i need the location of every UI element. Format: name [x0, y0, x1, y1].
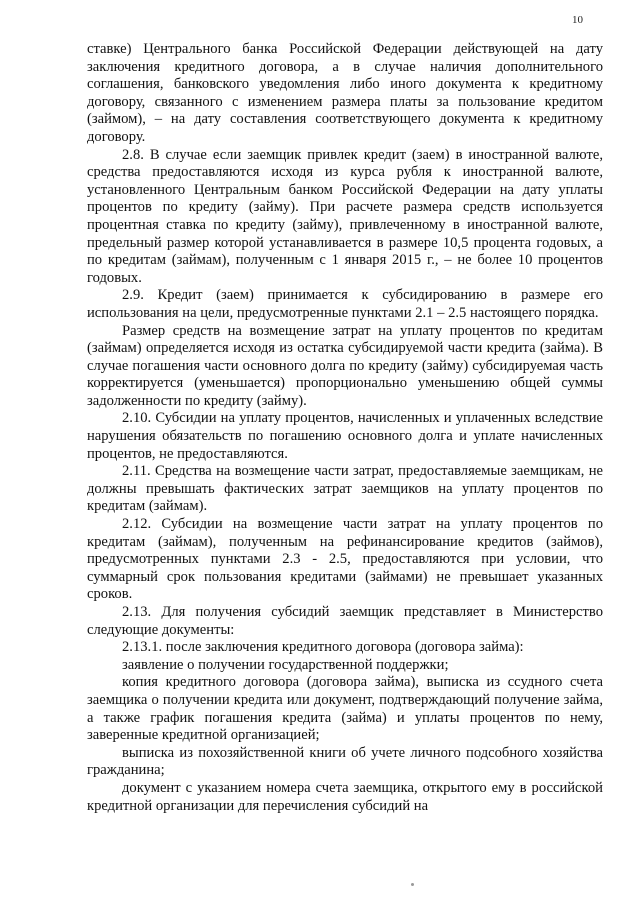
list-item-application: заявление о получении государственной поддержки;	[122, 656, 449, 673]
paragraph-2-11: 2.11. Средства на возмещение части затрат, предоставляемые заемщикам, не должны превышать фактических затрат заемщиков на уплату процентов по кредитам (займам).	[87, 463, 603, 515]
paragraph-2-9-amount: Размер средств на возмещение затрат на уплату процентов по кредитам (займам) определяется исходя из остатка субсидируемой части кредита (займа). В случае погашения части основного долга по кредиту (займу) субсидируемая часть корректируется (уменьшается) пропорционально уменьшению общей суммы задолженности по кредиту (займу).	[87, 322, 603, 409]
paragraph-2-9: 2.9. Кредит (заем) принимается к субсидированию в размере его использования на цели, предусмотренные пунктами 2.1 – 2.5 настоящего порядка.	[87, 287, 603, 321]
paragraph-2-10: 2.10. Субсидии на уплату процентов, начисленных и уплаченных вследствие нарушения обязательств по погашению основного долга и уплате начисленных процентов, не предоставляются.	[87, 410, 603, 462]
scan-speck	[411, 883, 414, 886]
paragraph-2-13-1: 2.13.1. после заключения кредитного договора (договора займа):	[122, 639, 524, 656]
paragraph-continuation: ставке) Центрального банка Российской Федерации действующей на дату заключения кредитного договора, а в случае наличия дополнительного соглашения, банковского уведомления либо иного документа к кредитному договору, связанного с изменением размера платы за пользование кредитом (займом), – на дату составления соответствующего документа к кредитному договору.	[87, 41, 603, 145]
document-body	[87, 41, 603, 815]
paragraph-2-12: 2.12. Субсидии на возмещение части затрат на уплату процентов по кредитам (займам), полученным на рефинансирование кредитов (займов), предусмотренных пунктами 2.3 - 2.5, предоставляются при условии, что суммарный срок пользования кредитами (займами) не превышает указанных сроков.	[87, 516, 603, 603]
list-item-credit-agreement-copy: копия кредитного договора (договора займа), выписка из ссудного счета заемщика о получении кредита или документ, подтверждающий получение займа, а также график погашения кредита (займа) и уплаты процентов по нему, заверенные кредитной организацией;	[87, 674, 603, 744]
list-item-account-document: документ с указанием номера счета заемщика, открытого ему в российской кредитной организации для перечисления субсидий на	[87, 779, 603, 814]
list-item-household-book-extract: выписка из похозяйственной книги об учете личного подсобного хозяйства гражданина;	[87, 744, 603, 779]
page-number: 10	[572, 14, 583, 26]
paragraph-2-13: 2.13. Для получения субсидий заемщик представляет в Министерство следующие документы:	[87, 604, 603, 638]
paragraph-2-8: 2.8. В случае если заемщик привлек кредит (заем) в иностранной валюте, средства предоставляются исходя из курса рубля к иностранной валюте, установленного Центральным банком Российской Федерации на дату уплаты процентов по кредиту (займу). При расчете размера средств используется процентная ставка по кредиту (займу), привлеченному в иностранной валюте, предельный размер которой устанавливается в размере 10,5 процента годовых, а по кредитам (займам), полученным с 1 января 2015 г., – не более 10 процентов годовых.	[87, 146, 603, 286]
